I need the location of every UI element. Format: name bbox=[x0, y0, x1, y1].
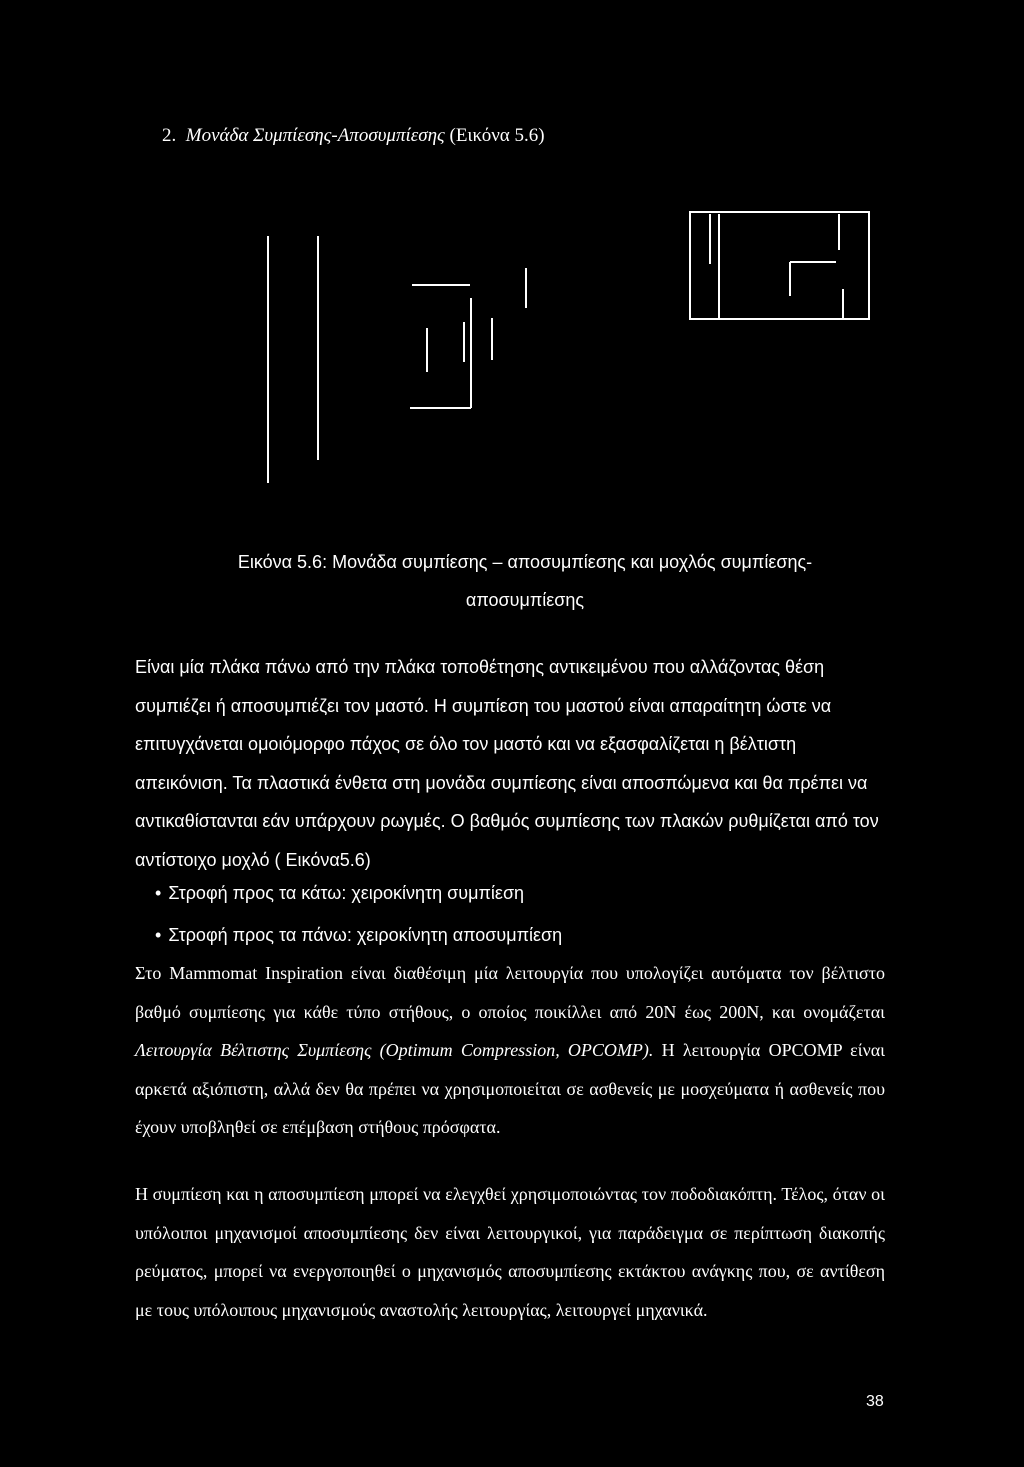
compression-lever-drawing-icon bbox=[690, 212, 869, 319]
paragraph-1: Είναι μία πλάκα πάνω από την πλάκα τοποθέτησης αντικειμένου που αλλάζοντας θέση συμπιέζει ή αποσυμπιέζει τον μαστό. Η συμπίεση του μαστού είναι απαραίτητη ώστε να επιτυγχάνεται ομοιόμορφο πάχος σε όλο τον μαστό και να εξασφαλίζεται η βέλτιστη απεικόνιση. Τα πλαστικά ένθετα στη μονάδα συμπίεσης είναι αποσπώμενα και θα πρέπει να αντικαθίστανται εάν υπάρχουν ρωγμές. Ο βαθμός συμπίεσης των πλακών ρυθμίζεται από τον αντίστοιχο μοχλό ( Εικόνα5.6) bbox=[135, 657, 879, 870]
bullet-item-2: • Στροφή προς τα πάνω: χειροκίνητη αποσυμπίεση bbox=[155, 914, 562, 956]
section-number: 2. bbox=[162, 125, 177, 146]
section-figure-ref: (Εικόνα 5.6) bbox=[449, 125, 545, 146]
bullet-item-1: • Στροφή προς τα κάτω: χειροκίνητη συμπίεση bbox=[155, 872, 562, 914]
paragraph-2 bbox=[135, 954, 885, 1147]
caption-line-1: Εικόνα 5.6: Μονάδα συμπίεσης – αποσυμπίεσης και μοχλός συμπίεσης- bbox=[237, 552, 813, 572]
paragraph-2-text-a: Στο Mammomat Inspiration είναι διαθέσιμη μία λειτουργία που υπολογίζει αυτόματα τον βέλτιστο βαθμό συμπίεσης για κάθε τύπο στήθους, ο οποίος ποικίλλει από 20N έως 200N, και ονομάζεται bbox=[135, 963, 885, 1022]
caption-line-2: αποσυμπίεσης bbox=[465, 590, 585, 610]
section-heading bbox=[162, 124, 545, 148]
paragraph-2-term: Λειτουργία Βέλτιστης Συμπίεσης (Optimum Compression, OPCOMP). bbox=[135, 1040, 654, 1060]
paragraph-2-text-b: Η λειτουργία OPCOMP είναι αρκετά αξιόπιστη, αλλά δεν θα πρέπει να χρησιμοποιείται σε ασθενείς με μοσχεύματα ή ασθενείς που έχουν υποβληθεί σε επέμβαση στήθους πρόσφατα. bbox=[135, 1040, 885, 1137]
paragraph-3: Η συμπίεση και η αποσυμπίεση μπορεί να ελεγχθεί χρησιμοποιώντας τον ποδοδιακόπτη. Τέλος, όταν οι υπόλοιποι μηχανισμοί αποσυμπίεσης δεν είναι λειτουργικοί, για παράδειγμα σε περίπτωση διακοπής ρεύματος, μπορεί να ενεργοποιηθεί ο μηχανισμός αποσυμπίεσης εκτάκτου ανάγκης που, σε αντίθεση με τους υπόλοιπους μηχανισμούς αναστολής λειτουργίας, λειτουργεί μηχανικά. bbox=[135, 1184, 885, 1320]
bullet-list bbox=[155, 872, 562, 956]
compression-paddle-drawing-icon bbox=[268, 236, 526, 483]
page-number: 38 bbox=[866, 1393, 884, 1410]
section-title: Μονάδα Συμπίεσης-Αποσυμπίεσης bbox=[185, 125, 445, 146]
figure-caption bbox=[195, 543, 855, 619]
figure-5-6 bbox=[0, 0, 1024, 520]
